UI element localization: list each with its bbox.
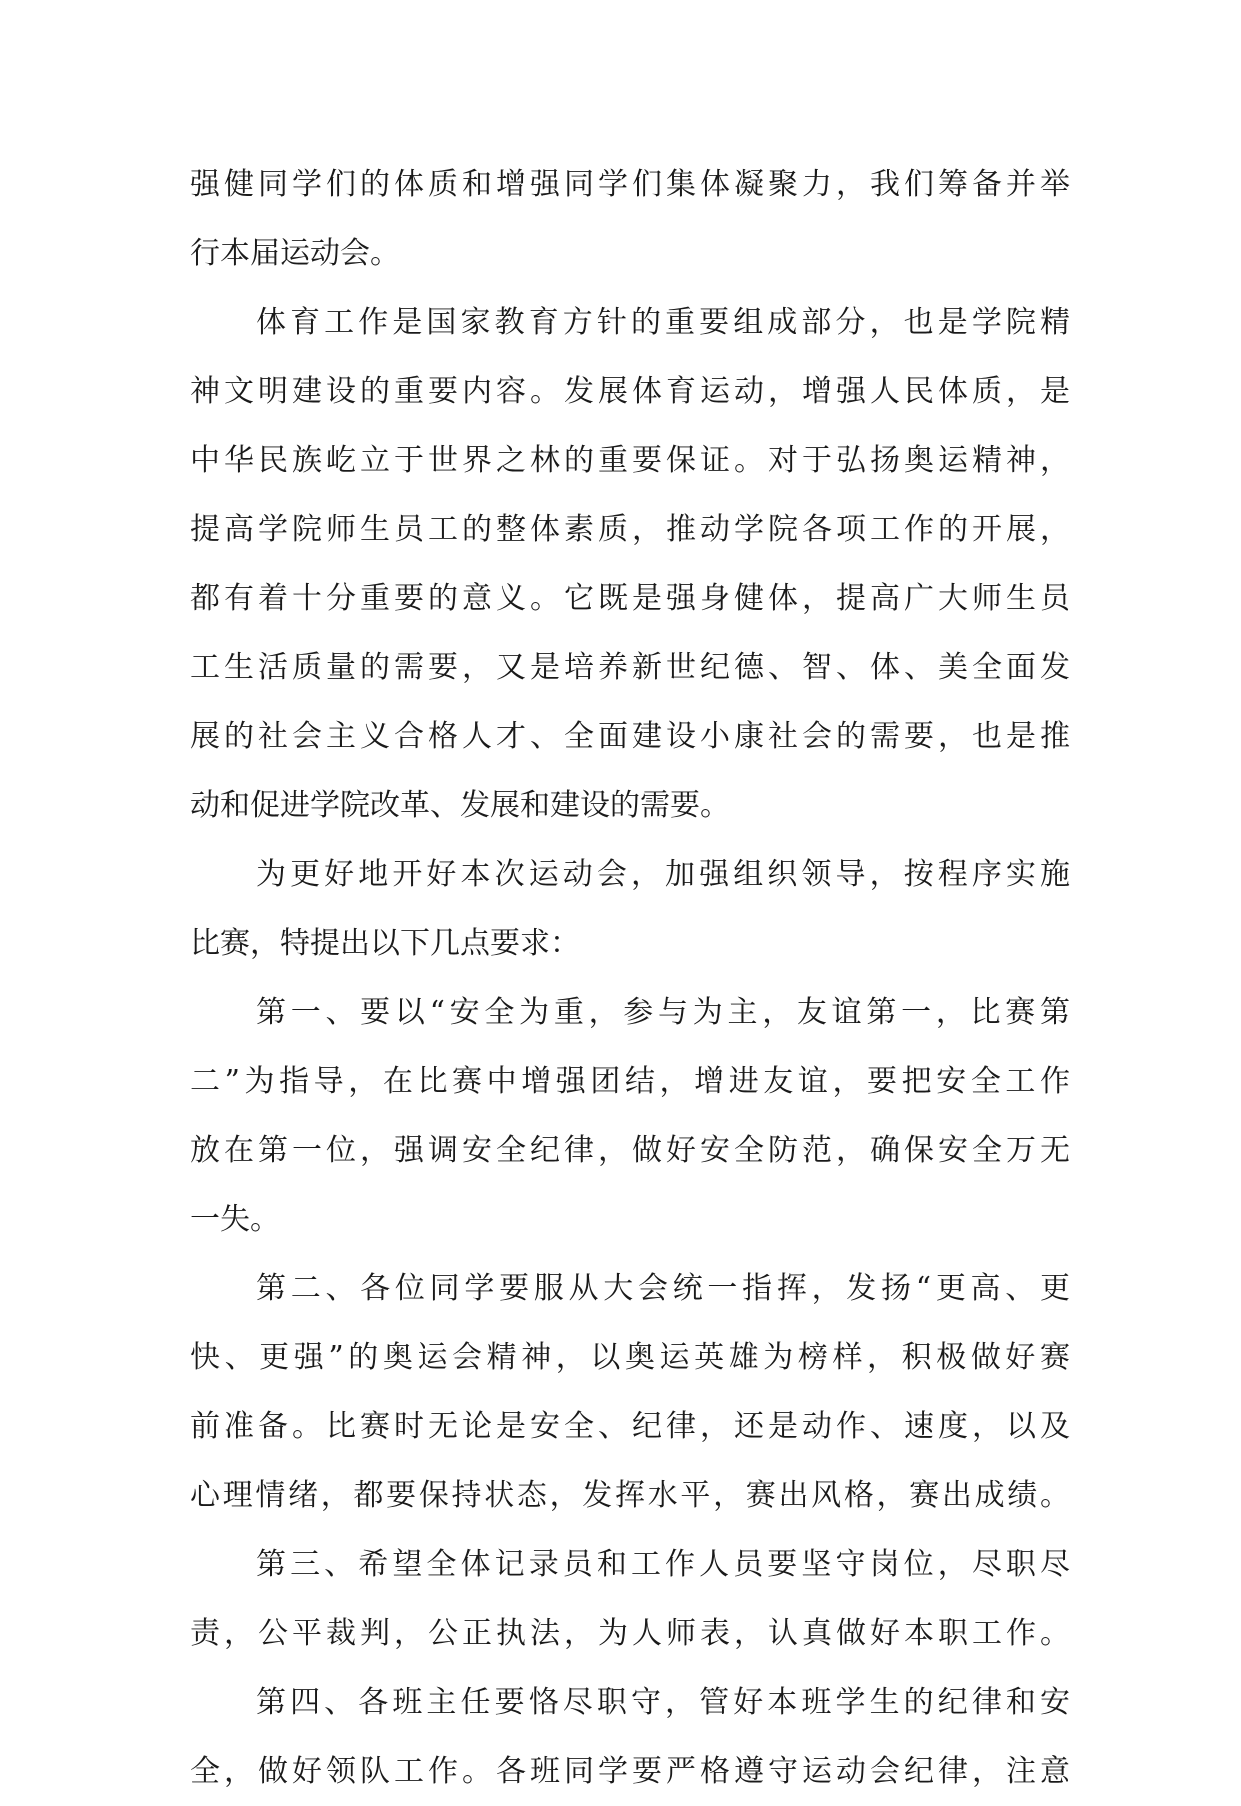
text-line: 放在第一位，强调安全纪律，做好安全防范，确保安全万无: [190, 1133, 1070, 1168]
text-line: 行本届运动会。: [190, 236, 400, 271]
text-line: 第三、希望全体记录员和工作人员要坚守岗位，尽职尽: [256, 1547, 1070, 1582]
text-line: 快、更强”的奥运会精神，以奥运英雄为榜样，积极做好赛: [190, 1340, 1070, 1375]
text-line: 都有着十分重要的意义。它既是强身健体，提高广大师生员: [190, 581, 1070, 616]
text-line: 心理情绪，都要保持状态，发挥水平，赛出风格，赛出成绩。: [190, 1478, 1070, 1513]
text-line: 责，公平裁判，公正执法，为人师表，认真做好本职工作。: [190, 1616, 1070, 1651]
text-line: 第一、要以“安全为重，参与为主，友谊第一，比赛第: [256, 995, 1070, 1030]
text-line: 第二、各位同学要服从大会统一指挥，发扬“更高、更: [256, 1271, 1070, 1306]
text-line: 比赛，特提出以下几点要求：: [190, 926, 580, 961]
text-line: 神文明建设的重要内容。发展体育运动，增强人民体质，是: [190, 374, 1070, 409]
text-line: 提高学院师生员工的整体素质，推动学院各项工作的开展，: [190, 512, 1070, 547]
text-line: 为更好地开好本次运动会，加强组织领导，按程序实施: [256, 857, 1070, 892]
text-line: 一失。: [190, 1202, 280, 1237]
text-line: 第四、各班主任要恪尽职守，管好本班学生的纪律和安: [256, 1685, 1070, 1720]
document-body: [190, 150, 1070, 1806]
text-line: 强健同学们的体质和增强同学们集体凝聚力，我们筹备并举: [190, 167, 1070, 202]
text-line: 二”为指导，在比赛中增强团结，增进友谊，要把安全工作: [190, 1064, 1070, 1099]
text-line: 全，做好领队工作。各班同学要严格遵守运动会纪律，注意: [190, 1754, 1070, 1789]
text-line: 展的社会主义合格人才、全面建设小康社会的需要，也是推: [190, 719, 1070, 754]
text-line: 动和促进学院改革、发展和建设的需要。: [190, 788, 730, 823]
text-line: 中华民族屹立于世界之林的重要保证。对于弘扬奥运精神，: [190, 443, 1070, 478]
text-line: 前准备。比赛时无论是安全、纪律，还是动作、速度，以及: [190, 1409, 1070, 1444]
text-line: 体育工作是国家教育方针的重要组成部分，也是学院精: [256, 305, 1070, 340]
text-line: 工生活质量的需要，又是培养新世纪德、智、体、美全面发: [190, 650, 1070, 685]
